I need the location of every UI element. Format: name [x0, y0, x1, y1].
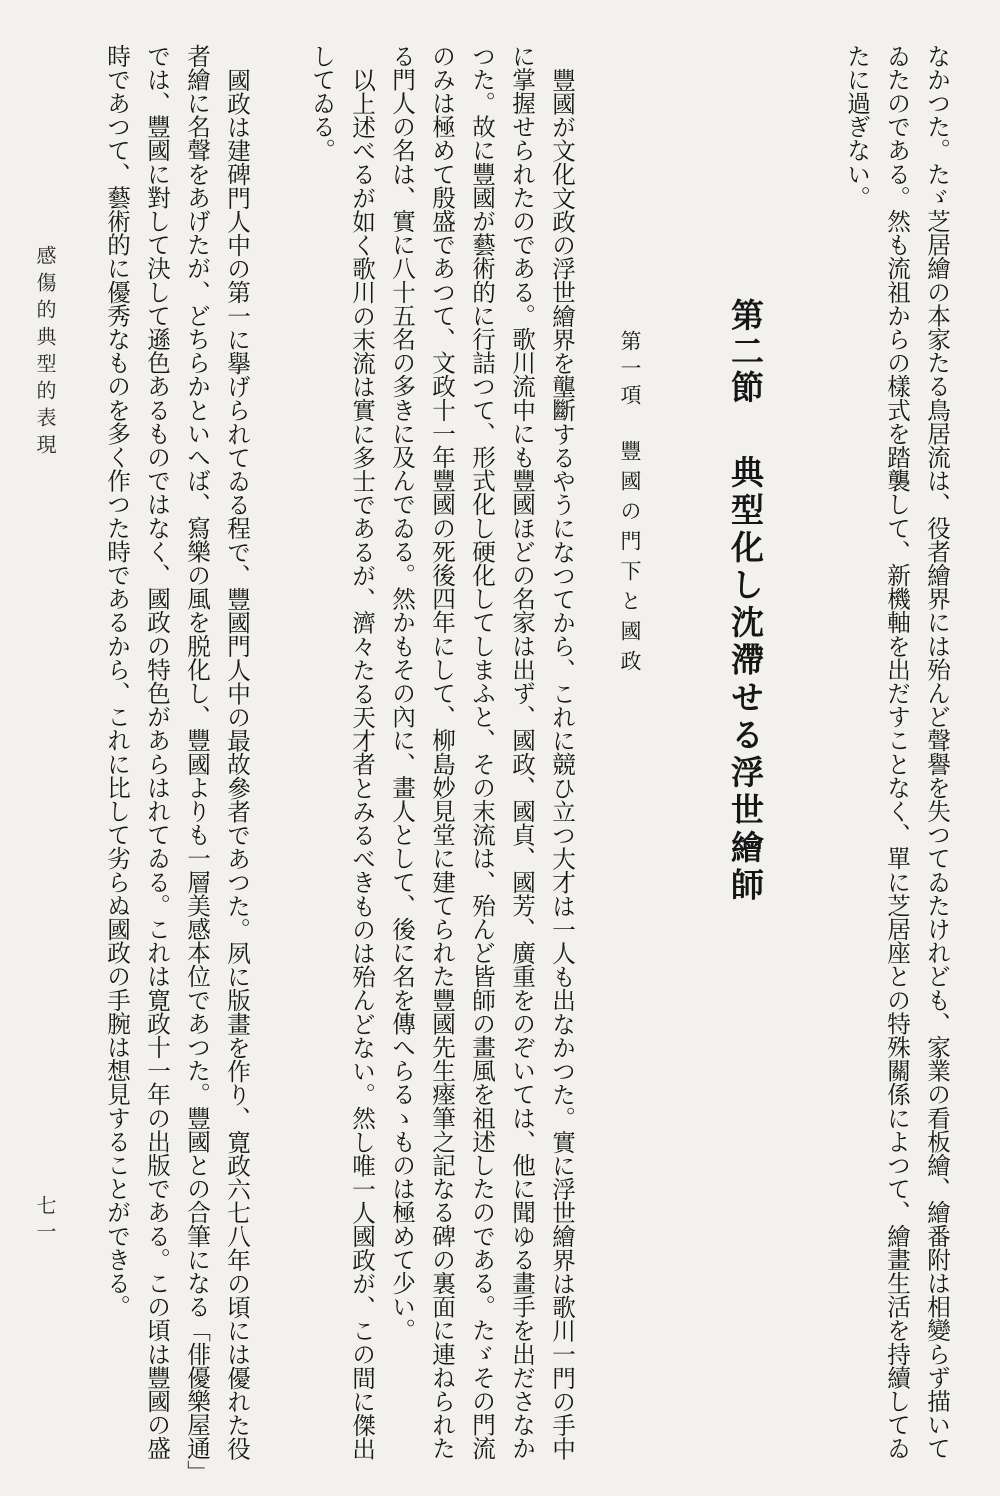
- text-column: 國政は建碑門人中の第一に擧げられてゐる程で、豐國門人中の最故參者であつた。夙に版畫を作り、寛政六七八年の頃には優れた役: [223, 68, 251, 1461]
- text-column: 者繪に名聲をあげたが、どちらかといへば、寫樂の風を脱化し、豐國よりも一層美感本位であつた。豐國との合筆になる「俳優樂屋通」: [183, 44, 211, 1484]
- text-column: 豐國が文化文政の浮世繪界を壟斷するやうになつてから、これに競ひ立つ大才は一人も出なかつた。實に浮世繪界は歌川一門の手中: [548, 68, 576, 1461]
- text-column: では、豐國に對して決して遜色あるものではなく、國政の特色があらはれてゐる。これは寛政十一年の出版である。この頃は豐國の盛: [143, 44, 171, 1460]
- running-head: 感傷的典型的表現: [33, 245, 57, 461]
- text-column: る門人の名は、實に八十五名の多きに及んでゐる。然かもその內に、畫人として、後に名を傳へらるゝものは極めて少い。: [388, 44, 416, 1342]
- section-label: 第二節: [726, 298, 765, 406]
- page-number: 七一: [33, 1195, 57, 1247]
- subsection-title: 豐國の門下と國政: [618, 440, 642, 680]
- subsection-label: 第一項: [618, 330, 642, 411]
- text-column: 時であつて、藝術的に優秀なものを多く作つた時であるから、これに比して劣らぬ國政の手腕は想見することができる。: [103, 44, 131, 1319]
- text-column: のみは極めて殷盛であつて、文政十一年豐國の死後四年にして、柳島妙見堂に建てられた豐國先生瘞筆之記なる碑の裏面に連ねられた: [428, 44, 456, 1460]
- text-column: 以上述べるが如く歌川の末流は實に多士であるが、濟々たる天才者とみるべきものは殆んどない。然し唯一人國政が、この間に傑出: [348, 68, 376, 1461]
- text-column: つた。故に豐國が藝術的に行詰つて、形式化し硬化してしまふと、その末流は、殆んど皆師の畫風を祖述したのである。たゞその門流: [468, 44, 496, 1460]
- text-column: たに過ぎない。: [843, 44, 871, 210]
- text-column: なかつた。たゞ芝居繪の本家たる鳥居流は、役者繪界には殆んど聲譽を失つてゐたけれども、家業の看板繪、繪番附は相變らず描いて: [923, 44, 951, 1460]
- text-column: してゐる。: [308, 44, 336, 162]
- text-column: に掌握せられたのである。歌川流中にも豐國ほどの名家は出ず、國政、國貞、國芳、廣重をのぞいては、他に聞ゆる畫手を出ださなか: [508, 44, 536, 1460]
- text-column: ゐたのである。然も流祖からの樣式を踏襲して、新機軸を出だすことなく、單に芝居座との特殊關係によつて、繪畫生活を持續してゐ: [883, 44, 911, 1460]
- section-title: 典型化し沈滯せる浮世繪師: [726, 455, 765, 905]
